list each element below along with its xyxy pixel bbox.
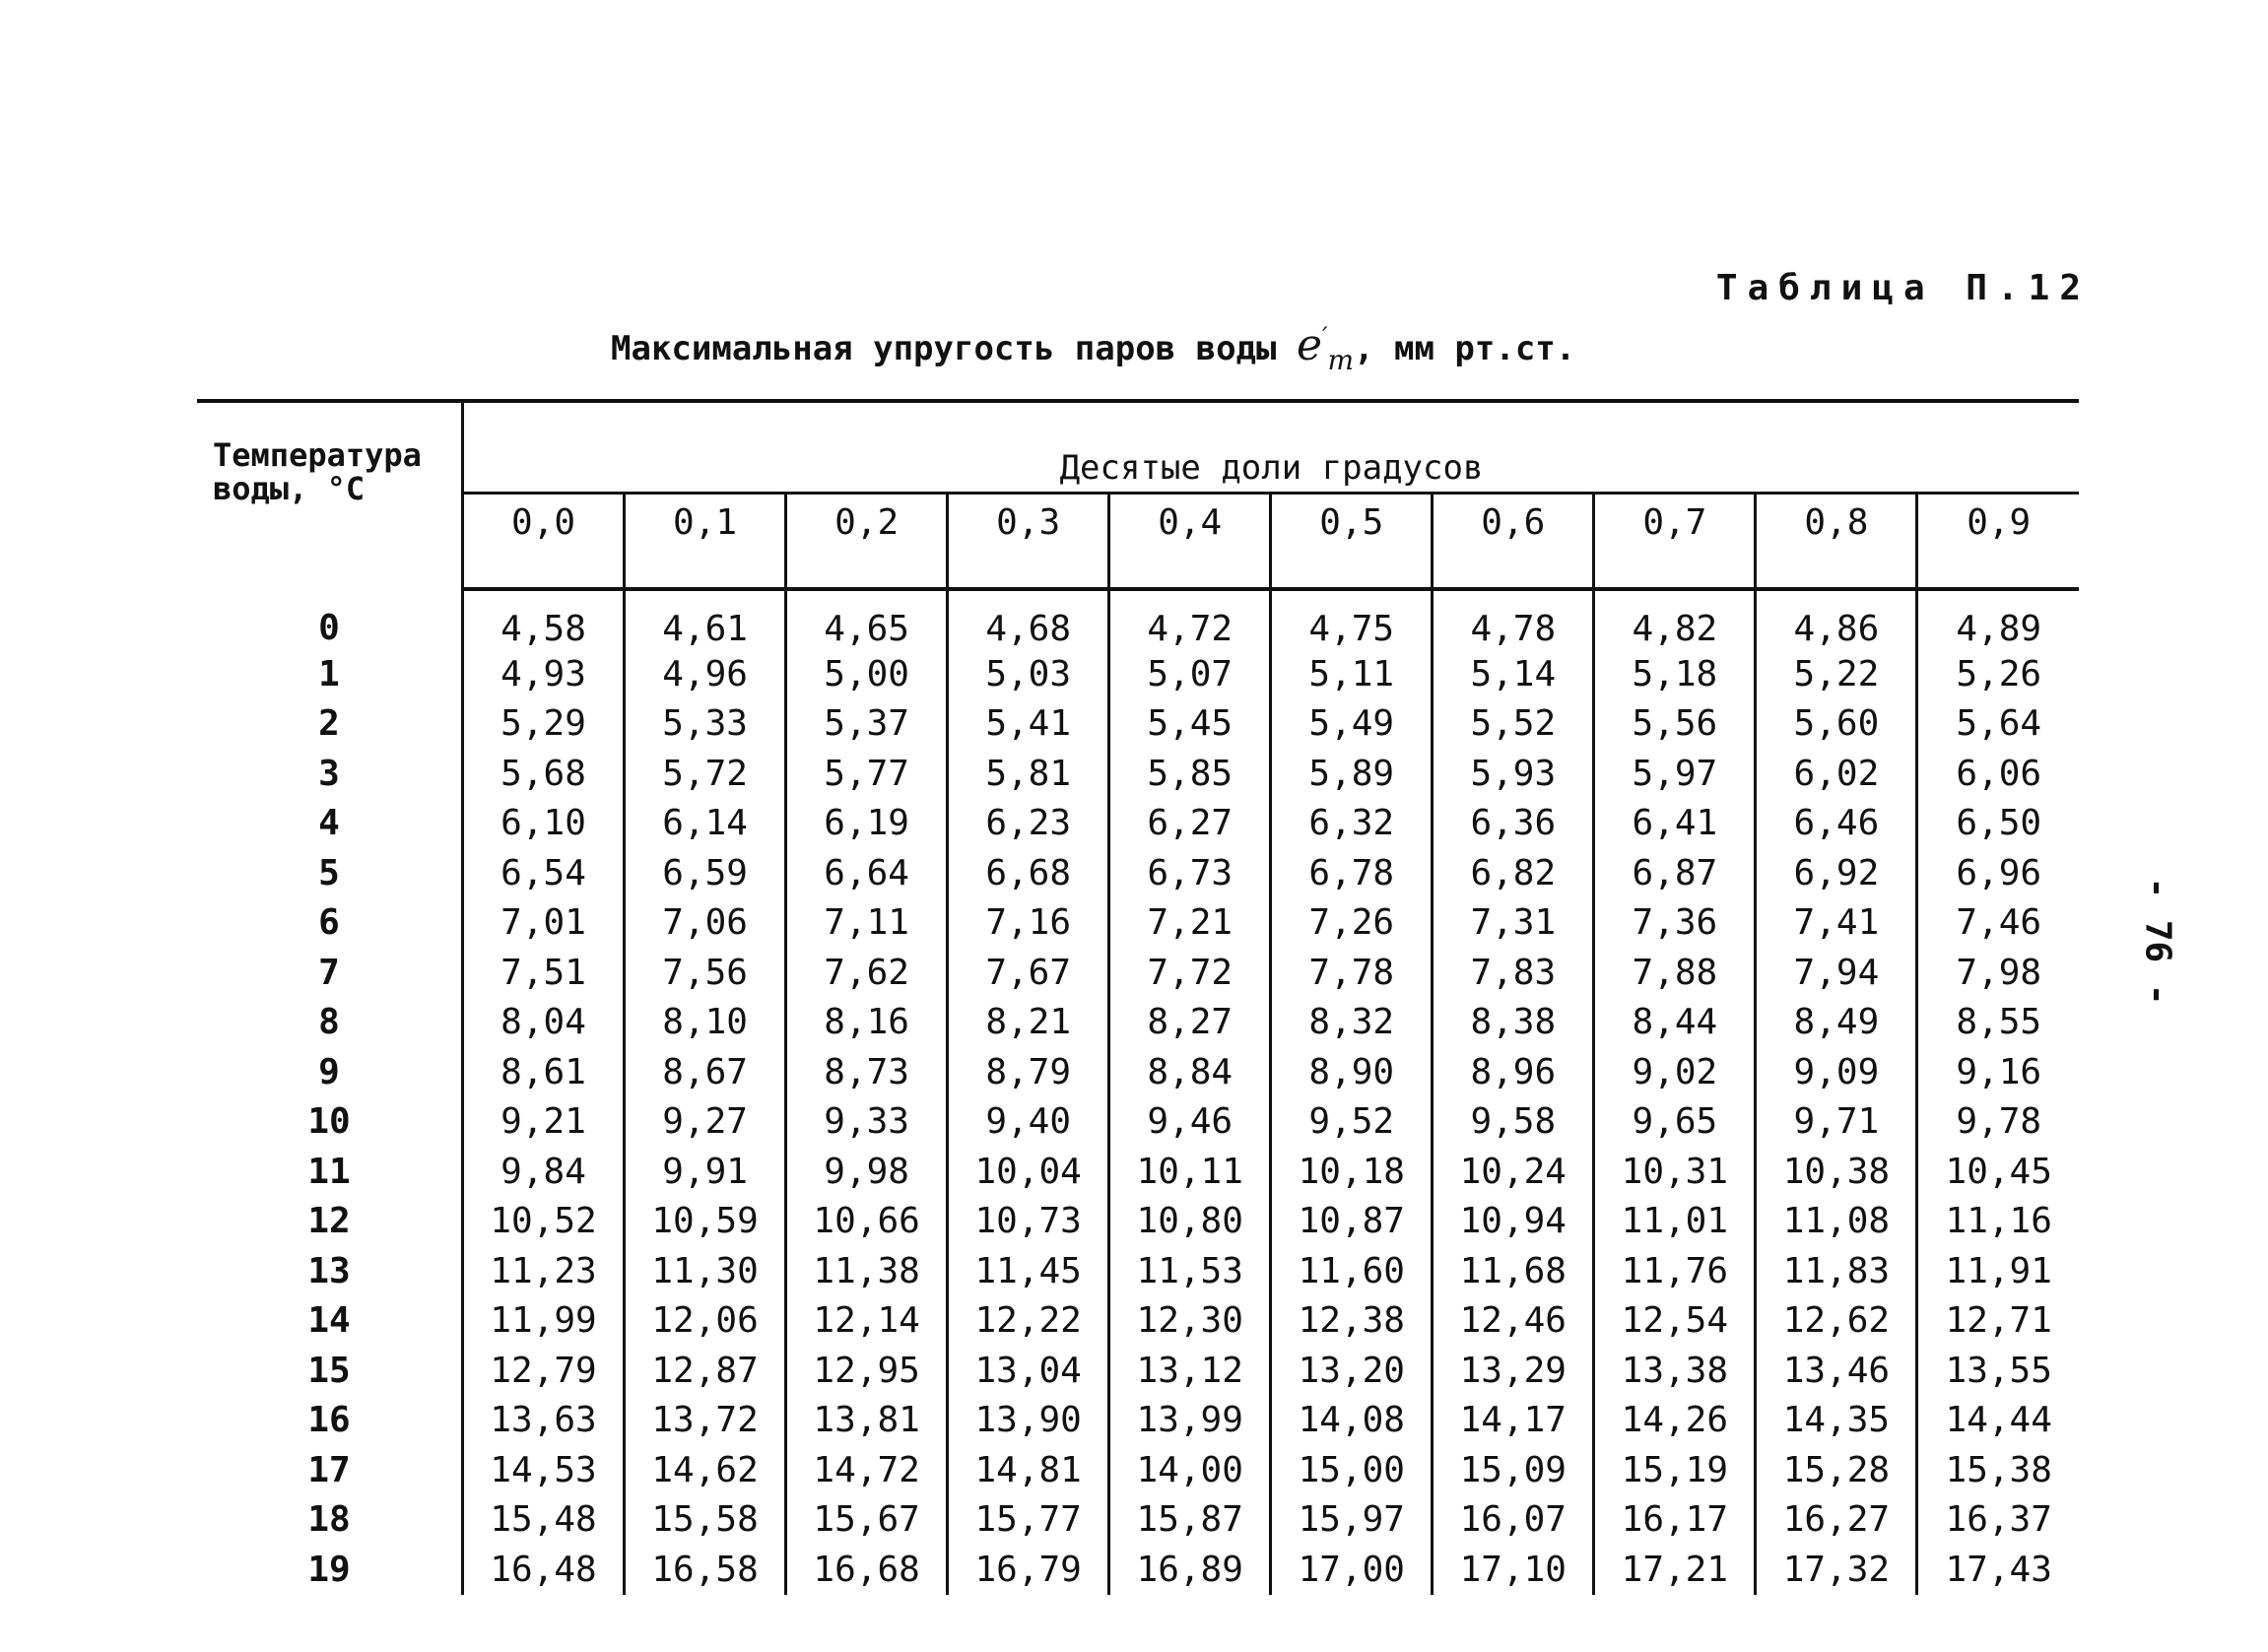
pressure-value-cell: 4,93 [463, 649, 625, 699]
pressure-value-cell: 4,75 [1271, 589, 1433, 649]
pressure-value-cell: 12,22 [948, 1296, 1109, 1347]
pressure-value-cell: 7,01 [463, 898, 625, 949]
pressure-value-cell: 11,16 [1917, 1197, 2079, 1247]
temperature-cell: 12 [197, 1197, 463, 1247]
table-row [197, 649, 2079, 699]
pressure-value-cell: 15,28 [1756, 1445, 1917, 1495]
pressure-value-cell: 17,32 [1756, 1545, 1917, 1595]
pressure-value-cell: 15,48 [463, 1495, 625, 1546]
pressure-value-cell: 10,31 [1594, 1147, 1756, 1197]
pressure-value-cell: 8,49 [1756, 998, 1917, 1048]
pressure-value-cell: 7,21 [1109, 898, 1271, 949]
pressure-value-cell: 15,19 [1594, 1445, 1756, 1495]
pressure-value-cell: 13,72 [625, 1396, 786, 1446]
pressure-value-cell: 5,11 [1271, 649, 1433, 699]
pressure-value-cell: 6,96 [1917, 848, 2079, 898]
pressure-value-cell: 8,16 [786, 998, 948, 1048]
table-row [197, 848, 2079, 898]
pressure-value-cell: 13,55 [1917, 1346, 2079, 1396]
pressure-value-cell: 14,35 [1756, 1396, 1917, 1446]
pressure-value-cell: 5,07 [1109, 649, 1271, 699]
pressure-value-cell: 7,67 [948, 948, 1109, 998]
pressure-value-cell: 14,62 [625, 1445, 786, 1495]
pressure-value-cell: 6,92 [1756, 848, 1917, 898]
caption-symbol-base: e [1297, 320, 1323, 370]
column-header: 0,9 [1917, 494, 2079, 590]
pressure-value-cell: 8,44 [1594, 998, 1756, 1048]
pressure-value-cell: 15,00 [1271, 1445, 1433, 1495]
pressure-value-cell: 13,90 [948, 1396, 1109, 1446]
pressure-value-cell: 12,87 [625, 1346, 786, 1396]
pressure-value-cell: 8,32 [1271, 998, 1433, 1048]
pressure-value-cell: 6,68 [948, 848, 1109, 898]
pressure-value-cell: 6,02 [1756, 749, 1917, 799]
pressure-value-cell: 5,33 [625, 699, 786, 750]
pressure-value-cell: 9,09 [1756, 1047, 1917, 1097]
temperature-cell: 17 [197, 1445, 463, 1495]
pressure-value-cell: 9,65 [1594, 1097, 1756, 1148]
pressure-value-cell: 5,26 [1917, 649, 2079, 699]
table-row [197, 1097, 2079, 1148]
temperature-cell: 5 [197, 848, 463, 898]
pressure-value-cell: 15,09 [1433, 1445, 1594, 1495]
pressure-value-cell: 4,58 [463, 589, 625, 649]
pressure-value-cell: 5,60 [1756, 699, 1917, 750]
pressure-value-cell: 8,73 [786, 1047, 948, 1097]
pressure-value-cell: 5,81 [948, 749, 1109, 799]
pressure-value-cell: 7,16 [948, 898, 1109, 949]
pressure-value-cell: 4,96 [625, 649, 786, 699]
pressure-value-cell: 9,16 [1917, 1047, 2079, 1097]
pressure-value-cell: 4,82 [1594, 589, 1756, 649]
column-header: 0,6 [1433, 494, 1594, 590]
pressure-value-cell: 4,86 [1756, 589, 1917, 649]
pressure-value-cell: 11,30 [625, 1246, 786, 1296]
row-header [197, 401, 463, 589]
pressure-value-cell: 7,06 [625, 898, 786, 949]
pressure-value-cell: 6,87 [1594, 848, 1756, 898]
pressure-value-cell: 7,72 [1109, 948, 1271, 998]
temperature-cell: 11 [197, 1147, 463, 1197]
pressure-value-cell: 11,91 [1917, 1246, 2079, 1296]
pressure-value-cell: 10,66 [786, 1197, 948, 1247]
pressure-value-cell: 11,45 [948, 1246, 1109, 1296]
column-header: 0,0 [463, 494, 625, 590]
pressure-value-cell: 14,72 [786, 1445, 948, 1495]
pressure-value-cell: 11,01 [1594, 1197, 1756, 1247]
temperature-cell: 10 [197, 1097, 463, 1148]
pressure-value-cell: 6,32 [1271, 799, 1433, 849]
pressure-value-cell: 17,43 [1917, 1545, 2079, 1595]
pressure-value-cell: 5,77 [786, 749, 948, 799]
column-header: 0,3 [948, 494, 1109, 590]
table-row [197, 1296, 2079, 1347]
caption-symbol [1297, 320, 1355, 376]
caption-unit: , мм рт.ст. [1354, 329, 1576, 368]
pressure-value-cell: 13,29 [1433, 1346, 1594, 1396]
pressure-value-cell: 14,53 [463, 1445, 625, 1495]
pressure-value-cell: 10,80 [1109, 1197, 1271, 1247]
table-row [197, 1445, 2079, 1495]
pressure-value-cell: 14,08 [1271, 1396, 1433, 1446]
pressure-value-cell: 5,52 [1433, 699, 1594, 750]
temperature-cell: 7 [197, 948, 463, 998]
pressure-value-cell: 5,72 [625, 749, 786, 799]
pressure-value-cell: 16,07 [1433, 1495, 1594, 1546]
pressure-value-cell: 5,68 [463, 749, 625, 799]
pressure-value-cell: 11,53 [1109, 1246, 1271, 1296]
pressure-value-cell: 6,27 [1109, 799, 1271, 849]
table-row [197, 1197, 2079, 1247]
table-row [197, 948, 2079, 998]
pressure-value-cell: 7,83 [1433, 948, 1594, 998]
pressure-value-cell: 15,87 [1109, 1495, 1271, 1546]
table-label: Таблица П.12 [1715, 268, 2091, 308]
caption-symbol-prime: ′ [1322, 322, 1328, 351]
pressure-value-cell: 13,20 [1271, 1346, 1433, 1396]
pressure-value-cell: 7,41 [1756, 898, 1917, 949]
pressure-value-cell: 12,30 [1109, 1296, 1271, 1347]
temperature-cell: 13 [197, 1246, 463, 1296]
pressure-value-cell: 7,88 [1594, 948, 1756, 998]
pressure-value-cell: 14,44 [1917, 1396, 2079, 1446]
pressure-value-cell: 6,36 [1433, 799, 1594, 849]
pressure-value-cell: 5,00 [786, 649, 948, 699]
pressure-value-cell: 8,27 [1109, 998, 1271, 1048]
pressure-value-cell: 5,29 [463, 699, 625, 750]
pressure-value-cell: 10,87 [1271, 1197, 1433, 1247]
pressure-value-cell: 8,84 [1109, 1047, 1271, 1097]
pressure-value-cell: 7,56 [625, 948, 786, 998]
pressure-value-cell: 9,78 [1917, 1097, 2079, 1148]
pressure-value-cell: 14,81 [948, 1445, 1109, 1495]
pressure-value-cell: 14,17 [1433, 1396, 1594, 1446]
pressure-value-cell: 11,99 [463, 1296, 625, 1347]
pressure-value-cell: 15,77 [948, 1495, 1109, 1546]
pressure-value-cell: 14,26 [1594, 1396, 1756, 1446]
pressure-value-cell: 6,41 [1594, 799, 1756, 849]
pressure-value-cell: 11,68 [1433, 1246, 1594, 1296]
pressure-value-cell: 13,46 [1756, 1346, 1917, 1396]
pressure-value-cell: 5,14 [1433, 649, 1594, 699]
pressure-value-cell: 5,89 [1271, 749, 1433, 799]
pressure-value-cell: 7,94 [1756, 948, 1917, 998]
table-row [197, 1047, 2079, 1097]
caption-symbol-subscript: m [1327, 343, 1355, 376]
pressure-value-cell: 16,58 [625, 1545, 786, 1595]
pressure-value-cell: 12,06 [625, 1296, 786, 1347]
pressure-value-cell: 15,58 [625, 1495, 786, 1546]
pressure-value-cell: 10,59 [625, 1197, 786, 1247]
pressure-value-cell: 8,79 [948, 1047, 1109, 1097]
pressure-value-cell: 13,12 [1109, 1346, 1271, 1396]
pressure-value-cell: 5,97 [1594, 749, 1756, 799]
row-header-line-1: Температура [213, 436, 422, 474]
pressure-value-cell: 8,38 [1433, 998, 1594, 1048]
pressure-value-cell: 9,02 [1594, 1047, 1756, 1097]
pressure-value-cell: 8,21 [948, 998, 1109, 1048]
table-row [197, 1495, 2079, 1546]
pressure-value-cell: 5,64 [1917, 699, 2079, 750]
pressure-value-cell: 6,59 [625, 848, 786, 898]
pressure-value-cell: 4,61 [625, 589, 786, 649]
pressure-value-cell: 13,63 [463, 1396, 625, 1446]
pressure-value-cell: 6,78 [1271, 848, 1433, 898]
pressure-value-cell: 5,85 [1109, 749, 1271, 799]
pressure-value-cell: 12,79 [463, 1346, 625, 1396]
temperature-cell: 16 [197, 1396, 463, 1446]
pressure-value-cell: 7,46 [1917, 898, 2079, 949]
pressure-value-cell: 16,37 [1917, 1495, 2079, 1546]
pressure-value-cell: 12,95 [786, 1346, 948, 1396]
pressure-value-cell: 8,96 [1433, 1047, 1594, 1097]
temperature-cell: 3 [197, 749, 463, 799]
pressure-value-cell: 5,18 [1594, 649, 1756, 699]
pressure-value-cell: 9,91 [625, 1147, 786, 1197]
pressure-value-cell: 11,38 [786, 1246, 948, 1296]
pressure-value-cell: 6,64 [786, 848, 948, 898]
vapor-pressure-table [197, 399, 2079, 1595]
pressure-value-cell: 6,54 [463, 848, 625, 898]
pressure-value-cell: 13,04 [948, 1346, 1109, 1396]
pressure-value-cell: 9,71 [1756, 1097, 1917, 1148]
pressure-value-cell: 6,14 [625, 799, 786, 849]
pressure-value-cell: 14,00 [1109, 1445, 1271, 1495]
pressure-value-cell: 4,78 [1433, 589, 1594, 649]
temperature-cell: 15 [197, 1346, 463, 1396]
pressure-value-cell: 6,73 [1109, 848, 1271, 898]
pressure-value-cell: 11,76 [1594, 1246, 1756, 1296]
pressure-value-cell: 6,23 [948, 799, 1109, 849]
column-header: 0,8 [1756, 494, 1917, 590]
pressure-value-cell: 12,71 [1917, 1296, 2079, 1347]
pressure-value-cell: 7,51 [463, 948, 625, 998]
pressure-value-cell: 4,65 [786, 589, 948, 649]
pressure-value-cell: 17,21 [1594, 1545, 1756, 1595]
pressure-value-cell: 8,67 [625, 1047, 786, 1097]
pressure-value-cell: 11,60 [1271, 1246, 1433, 1296]
table-row [197, 1396, 2079, 1446]
table-row [197, 1346, 2079, 1396]
pressure-value-cell: 12,54 [1594, 1296, 1756, 1347]
pressure-value-cell: 7,62 [786, 948, 948, 998]
temperature-cell: 18 [197, 1495, 463, 1546]
table-row [197, 1147, 2079, 1197]
pressure-value-cell: 9,27 [625, 1097, 786, 1148]
pressure-value-cell: 8,55 [1917, 998, 2079, 1048]
table-row [197, 1545, 2079, 1595]
temperature-cell: 2 [197, 699, 463, 750]
pressure-value-cell: 7,98 [1917, 948, 2079, 998]
pressure-value-cell: 9,84 [463, 1147, 625, 1197]
pressure-value-cell: 10,38 [1756, 1147, 1917, 1197]
pressure-value-cell: 9,98 [786, 1147, 948, 1197]
temperature-cell: 14 [197, 1296, 463, 1347]
pressure-value-cell: 4,72 [1109, 589, 1271, 649]
pressure-value-cell: 10,45 [1917, 1147, 2079, 1197]
pressure-value-cell: 6,06 [1917, 749, 2079, 799]
column-header: 0,7 [1594, 494, 1756, 590]
pressure-value-cell: 5,56 [1594, 699, 1756, 750]
pressure-value-cell: 6,46 [1756, 799, 1917, 849]
pressure-value-cell: 4,68 [948, 589, 1109, 649]
pressure-value-cell: 10,94 [1433, 1197, 1594, 1247]
pressure-value-cell: 13,38 [1594, 1346, 1756, 1396]
pressure-value-cell: 10,24 [1433, 1147, 1594, 1197]
temperature-cell: 4 [197, 799, 463, 849]
pressure-value-cell: 13,81 [786, 1396, 948, 1446]
pressure-value-cell: 8,90 [1271, 1047, 1433, 1097]
pressure-value-cell: 5,93 [1433, 749, 1594, 799]
pressure-value-cell: 9,40 [948, 1097, 1109, 1148]
group-header: Десятые доли градусов [463, 401, 2080, 494]
pressure-value-cell: 5,22 [1756, 649, 1917, 699]
pressure-value-cell: 4,89 [1917, 589, 2079, 649]
temperature-cell: 9 [197, 1047, 463, 1097]
pressure-value-cell: 15,67 [786, 1495, 948, 1546]
temperature-cell: 19 [197, 1545, 463, 1595]
table-caption [611, 320, 1575, 376]
pressure-value-cell: 17,10 [1433, 1545, 1594, 1595]
pressure-value-cell: 9,52 [1271, 1097, 1433, 1148]
pressure-value-cell: 9,46 [1109, 1097, 1271, 1148]
pressure-value-cell: 10,11 [1109, 1147, 1271, 1197]
column-header: 0,5 [1271, 494, 1433, 590]
pressure-value-cell: 11,83 [1756, 1246, 1917, 1296]
pressure-value-cell: 13,99 [1109, 1396, 1271, 1446]
pressure-value-cell: 7,26 [1271, 898, 1433, 949]
pressure-value-cell: 6,10 [463, 799, 625, 849]
pressure-value-cell: 5,45 [1109, 699, 1271, 750]
pressure-value-cell: 5,41 [948, 699, 1109, 750]
pressure-value-cell: 5,49 [1271, 699, 1433, 750]
pressure-value-cell: 7,31 [1433, 898, 1594, 949]
table-row [197, 1246, 2079, 1296]
table-row [197, 799, 2079, 849]
pressure-value-cell: 9,21 [463, 1097, 625, 1148]
pressure-value-cell: 17,00 [1271, 1545, 1433, 1595]
pressure-value-cell: 7,78 [1271, 948, 1433, 998]
table-row [197, 998, 2079, 1048]
pressure-value-cell: 6,82 [1433, 848, 1594, 898]
pressure-value-cell: 9,58 [1433, 1097, 1594, 1148]
pressure-value-cell: 5,37 [786, 699, 948, 750]
pressure-value-cell: 16,48 [463, 1545, 625, 1595]
temperature-cell: 1 [197, 649, 463, 699]
temperature-cell: 6 [197, 898, 463, 949]
pressure-value-cell: 8,04 [463, 998, 625, 1048]
column-header: 0,2 [786, 494, 948, 590]
pressure-value-cell: 15,97 [1271, 1495, 1433, 1546]
page-number: - 76 - [2137, 877, 2178, 1006]
pressure-value-cell: 16,89 [1109, 1545, 1271, 1595]
table-row [197, 699, 2079, 750]
table-row [197, 898, 2079, 949]
pressure-value-cell: 10,18 [1271, 1147, 1433, 1197]
pressure-value-cell: 8,10 [625, 998, 786, 1048]
pressure-value-cell: 8,61 [463, 1047, 625, 1097]
pressure-value-cell: 11,23 [463, 1246, 625, 1296]
pressure-value-cell: 9,33 [786, 1097, 948, 1148]
pressure-value-cell: 10,04 [948, 1147, 1109, 1197]
pressure-value-cell: 10,73 [948, 1197, 1109, 1247]
pressure-value-cell: 7,11 [786, 898, 948, 949]
caption-text: Максимальная упругость паров воды [611, 329, 1277, 368]
pressure-value-cell: 10,52 [463, 1197, 625, 1247]
temperature-cell: 8 [197, 998, 463, 1048]
pressure-value-cell: 6,19 [786, 799, 948, 849]
pressure-value-cell: 7,36 [1594, 898, 1756, 949]
pressure-value-cell: 11,08 [1756, 1197, 1917, 1247]
pressure-value-cell: 16,17 [1594, 1495, 1756, 1546]
pressure-value-cell: 6,50 [1917, 799, 2079, 849]
pressure-value-cell: 12,46 [1433, 1296, 1594, 1347]
pressure-value-cell: 12,14 [786, 1296, 948, 1347]
pressure-value-cell: 15,38 [1917, 1445, 2079, 1495]
table-row [197, 589, 2079, 649]
temperature-cell: 0 [197, 589, 463, 649]
pressure-value-cell: 16,27 [1756, 1495, 1917, 1546]
pressure-value-cell: 16,68 [786, 1545, 948, 1595]
row-header-line-2: воды, °С [213, 470, 366, 507]
column-header: 0,1 [625, 494, 786, 590]
table-row [197, 749, 2079, 799]
pressure-value-cell: 12,62 [1756, 1296, 1917, 1347]
pressure-value-cell: 16,79 [948, 1545, 1109, 1595]
pressure-value-cell: 5,03 [948, 649, 1109, 699]
column-header: 0,4 [1109, 494, 1271, 590]
pressure-value-cell: 12,38 [1271, 1296, 1433, 1347]
